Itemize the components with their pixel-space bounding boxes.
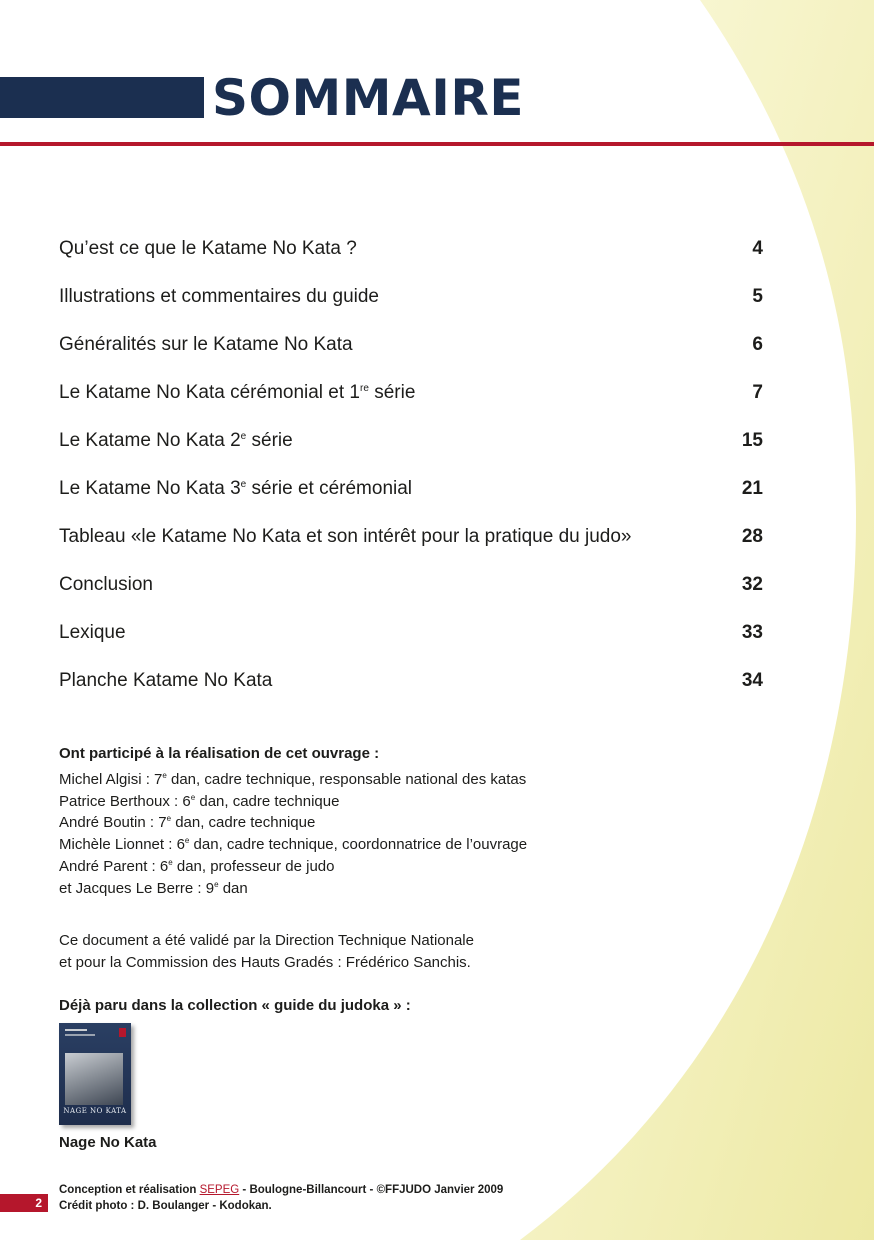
title-bar-accent	[0, 77, 204, 118]
toc-page-number: 33	[741, 622, 763, 643]
book-cover-line	[65, 1034, 95, 1036]
toc-page-number: 15	[741, 430, 763, 451]
toc-row[interactable]	[59, 426, 763, 456]
toc-page-number: 4	[752, 238, 763, 259]
page-number-badge: 2	[0, 1194, 48, 1212]
header-divider	[0, 142, 874, 146]
toc-row[interactable]	[59, 570, 763, 600]
book-cover-photo	[65, 1053, 123, 1105]
toc-label: Tableau «le Katame No Kata et son intérêt pour la pratique du judo»	[59, 526, 632, 547]
toc-label: Planche Katame No Kata	[59, 670, 273, 691]
collection-heading: Déjà paru dans la collection « guide du judoka » :	[59, 997, 411, 1014]
contributors-heading: Ont participé à la réalisation de cet ouvrage :	[59, 745, 380, 762]
contributor-line: et Jacques Le Berre : 9e dan	[59, 880, 248, 897]
book-cover-title: NAGE NO KATA	[63, 1107, 127, 1115]
toc-page-number: 7	[752, 382, 763, 403]
book-cover-thumbnail[interactable]	[59, 1023, 131, 1125]
contributor-line: Michel Algisi : 7e dan, cadre technique, responsable national des katas	[59, 771, 527, 788]
validation-line: Ce document a été validé par la Direction Technique Nationale	[59, 932, 474, 949]
toc-label: Illustrations et commentaires du guide	[59, 286, 379, 307]
toc-row[interactable]	[59, 474, 763, 504]
toc-row[interactable]	[59, 234, 763, 264]
toc-row[interactable]	[59, 666, 763, 696]
toc-page-number: 5	[752, 286, 763, 307]
sepeg-link[interactable]: SEPEG	[199, 1184, 240, 1196]
book-caption: Nage No Kata	[59, 1134, 157, 1151]
contributor-line: Patrice Berthoux : 6e dan, cadre technique	[59, 793, 340, 810]
toc-row[interactable]	[59, 378, 763, 408]
toc-row[interactable]	[59, 330, 763, 360]
toc-label: Le Katame No Kata 2e série	[59, 430, 293, 451]
validation-line: et pour la Commission des Hauts Gradés : Frédérico Sanchis.	[59, 954, 471, 971]
toc-row[interactable]	[59, 522, 763, 552]
page-title: SOMMAIRE	[212, 69, 524, 127]
contributor-line: Michèle Lionnet : 6e dan, cadre technique, coordonnatrice de l’ouvrage	[59, 836, 528, 853]
book-cover-line	[65, 1029, 87, 1031]
toc-label: Le Katame No Kata cérémonial et 1re série	[59, 382, 416, 403]
contributor-line: André Parent : 6e dan, professeur de judo	[59, 858, 335, 875]
book-logo-icon	[119, 1028, 126, 1037]
toc-label: Le Katame No Kata 3e série et cérémonial	[59, 478, 413, 499]
toc-label: Qu’est ce que le Katame No Kata ?	[59, 238, 357, 259]
footer-photo-credit: Crédit photo : D. Boulanger - Kodokan.	[59, 1200, 272, 1212]
toc-page-number: 21	[741, 478, 763, 499]
toc-page-number: 28	[741, 526, 763, 547]
toc-page-number: 32	[741, 574, 763, 595]
toc-label: Conclusion	[59, 574, 153, 595]
contributor-line: André Boutin : 7e dan, cadre technique	[59, 814, 316, 831]
toc-row[interactable]	[59, 282, 763, 312]
toc-row[interactable]	[59, 618, 763, 648]
toc-label: Généralités sur le Katame No Kata	[59, 334, 353, 355]
toc-page-number: 34	[741, 670, 763, 691]
toc-page-number: 6	[752, 334, 763, 355]
footer-credits: Conception et réalisation SEPEG - Boulogne-Billancourt - ©FFJUDO Janvier 2009	[59, 1184, 504, 1196]
toc-label: Lexique	[59, 622, 126, 643]
